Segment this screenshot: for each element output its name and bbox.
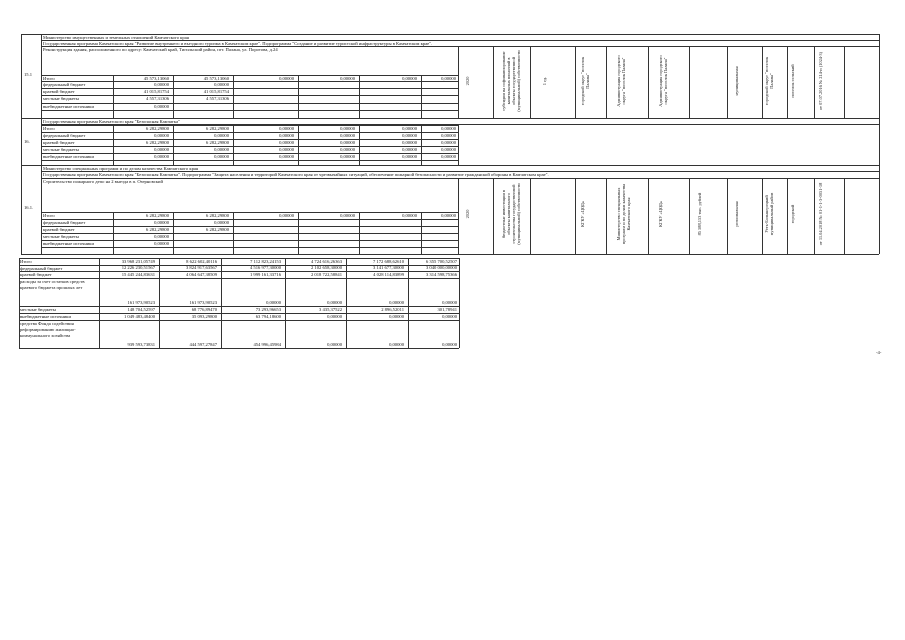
totals-value: 4 516 977,30000	[249, 264, 281, 270]
totals-value: 0,00000	[442, 313, 457, 319]
cell-value: 0,00000	[340, 212, 355, 218]
table-rule	[575, 46, 576, 118]
table-rule	[233, 125, 234, 165]
row-number: 15.1	[24, 72, 33, 77]
cell-value: 0,00000	[279, 146, 294, 152]
cell-value: 41 015,81754	[203, 88, 229, 94]
cell-value: 0,00000	[340, 153, 355, 159]
table-rule	[21, 254, 879, 255]
totals-value: 0,00000	[327, 313, 342, 319]
cell-value: 0,00000	[279, 132, 294, 138]
attribute-text: региональная	[733, 201, 739, 227]
cell-value: 0,00000	[154, 240, 169, 246]
attribute-text: 2020	[464, 209, 470, 219]
table-rule	[41, 233, 458, 234]
cell-value: 0,00000	[154, 81, 169, 87]
cell-value: 41 015,81754	[143, 88, 169, 94]
table-rule	[41, 160, 458, 161]
table-rule	[727, 178, 728, 254]
cell-value: 0,00000	[340, 125, 355, 131]
totals-value: 12 226 230,51567	[121, 264, 155, 270]
table-rule	[233, 75, 234, 118]
table-rule	[41, 178, 879, 179]
totals-value: 301,78941	[437, 306, 457, 312]
totals-value: 15 445 244,83631	[121, 271, 155, 277]
totals-value: 63 794,18600	[255, 313, 281, 319]
table-rule	[689, 46, 690, 118]
table-rule	[844, 46, 845, 118]
totals-label: федеральный бюджет	[20, 266, 63, 271]
cell-value: 0,00000	[441, 139, 456, 145]
table-rule	[787, 46, 788, 118]
page-number: -4-	[876, 350, 882, 355]
cell-value: 45 573,13060	[203, 75, 229, 81]
totals-value: 2 018 722,58841	[310, 271, 342, 277]
row-label: краевой бюджет	[43, 226, 75, 232]
totals-value: 6 355 700,52507	[425, 258, 457, 264]
cell-value: 6 282,29800	[206, 226, 229, 232]
row-label: внебюджетные источники	[43, 103, 94, 109]
totals-value: 33 968 231,05749	[121, 258, 155, 264]
row-label: местные бюджеты	[43, 146, 79, 152]
cell-value: 0,00000	[402, 212, 417, 218]
attribute-text: 2020	[464, 76, 470, 86]
cell-value: 0,00000	[214, 132, 229, 138]
cell-value: 0,00000	[402, 125, 417, 131]
totals-value: 7 172 688,62610	[372, 258, 404, 264]
table-rule	[575, 178, 576, 254]
totals-value: 4 028 114,83899	[373, 271, 404, 277]
attribute-text: городской округ "поселок Палана"	[763, 56, 774, 106]
totals-value: 2 102 658,30000	[310, 264, 342, 270]
totals-value: 2 896,52011	[381, 306, 404, 312]
table-rule	[689, 178, 690, 254]
cell-value: 0,00000	[340, 132, 355, 138]
totals-value: 7 112 823,24153	[250, 258, 281, 264]
totals-value: 3 314 598,75366	[425, 271, 457, 277]
table-rule	[493, 178, 494, 254]
totals-label: внебюджетные источники	[20, 314, 71, 319]
table-rule	[221, 258, 222, 348]
cell-value: 0,00000	[402, 153, 417, 159]
cell-value: 6 282,29800	[206, 212, 229, 218]
cell-value: 0,00000	[154, 153, 169, 159]
cell-value: 0,00000	[154, 146, 169, 152]
table-rule	[648, 46, 649, 118]
totals-label: Итого	[20, 259, 32, 264]
totals-value: 0,00000	[389, 299, 404, 305]
ministry-name: Министерство специальных программ и по делам казачества Камчатского края	[43, 166, 199, 171]
row-label: Итого	[43, 212, 55, 218]
table-rule	[814, 178, 815, 254]
totals-value: 0,00000	[389, 313, 404, 319]
cell-value: 0,00000	[441, 153, 456, 159]
table-rule	[41, 247, 458, 248]
program-name: Государственная программа Камчатского края "Развитие внутреннего и въездного туризма в Камчатском крае". Подпрограмма "Создание и развитие туристской инфраструктуры в Камчатском крае".	[43, 41, 433, 46]
table-rule	[41, 95, 458, 96]
attribute-text: КГКУ «ЦОД»	[657, 201, 663, 227]
attribute-text: муниципальная	[733, 66, 739, 96]
row-label: федеральный бюджет	[43, 132, 86, 138]
table-rule	[762, 178, 763, 254]
cell-value: 0,00000	[402, 146, 417, 152]
table-rule	[41, 240, 458, 241]
totals-value: 35 093,29800	[191, 313, 217, 319]
table-rule	[459, 258, 460, 348]
cell-value: 0,00000	[441, 212, 456, 218]
cell-value: 6 282,29800	[206, 139, 229, 145]
attribute-text: от 11.04.2018 № 01-1-1-3-0051-18	[818, 182, 823, 246]
program-name: Государственная программа Камчатского края "Безопасная Камчатка". Подпрограмма "Защита населения и территорий Камчатского края от чрезвычайных ситуаций, обеспечение пожарной безопасности и развитие гражданской обороны в Камчатском крае".	[43, 172, 549, 177]
table-rule	[458, 46, 459, 118]
cell-value: 45 573,13060	[143, 75, 169, 81]
cell-value: 0,00000	[441, 146, 456, 152]
table-rule	[879, 165, 880, 254]
row-label: федеральный бюджет	[43, 219, 86, 225]
totals-value: 939 593,73831	[127, 341, 155, 347]
table-rule	[21, 34, 22, 118]
row-label: Итого	[43, 75, 55, 81]
cell-value: 6 282,29800	[146, 125, 169, 131]
cell-value: 0,00000	[154, 233, 169, 239]
totals-value: 454 996,45984	[253, 341, 281, 347]
row-number: 16.1.	[24, 205, 34, 210]
cell-value: 0,00000	[279, 153, 294, 159]
cell-value: 4 557,31306	[206, 95, 229, 101]
totals-value: 3 141 677,30000	[372, 264, 404, 270]
row-label: федеральный бюджет	[43, 81, 86, 87]
cell-value: 6 282,29800	[206, 125, 229, 131]
totals-value: 0,00000	[327, 299, 342, 305]
cell-value: 6 282,29800	[146, 212, 169, 218]
totals-value: 444 597,27847	[189, 341, 217, 347]
totals-value: 0,00000	[389, 341, 404, 347]
table-rule	[41, 34, 42, 118]
table-rule	[458, 178, 459, 254]
cell-value: 0,00000	[340, 146, 355, 152]
table-rule	[606, 178, 607, 254]
table-rule	[787, 178, 788, 254]
totals-value: 8 622 602,40116	[186, 258, 217, 264]
cell-value: 0,00000	[279, 125, 294, 131]
cell-value: 0,00000	[214, 219, 229, 225]
totals-value: 73 293,96653	[255, 306, 281, 312]
totals-value: 161 973,90523	[127, 299, 155, 305]
table-rule	[530, 178, 531, 254]
totals-value: 68 776,89470	[191, 306, 217, 312]
cell-value: 0,00000	[441, 75, 456, 81]
totals-label: краевой бюджет	[20, 272, 52, 277]
cell-value: 0,00000	[154, 132, 169, 138]
totals-value: 4 064 647,38509	[185, 271, 217, 277]
row-label: Итого	[43, 125, 55, 131]
table-rule	[41, 226, 458, 227]
table-rule	[844, 178, 845, 254]
table-rule	[41, 110, 458, 111]
totals-value: 0,00000	[442, 299, 457, 305]
table-rule	[21, 118, 22, 165]
totals-value: 1 999 161,33716	[249, 271, 281, 277]
ministry-name: Министерство имущественных и земельных отношений Камчатского края	[43, 35, 189, 40]
totals-value: 4 724 616,26363	[310, 258, 342, 264]
row-label: местные бюджеты	[43, 95, 79, 101]
table-rule	[21, 165, 22, 254]
totals-label: местные бюджеты	[20, 307, 56, 312]
cell-value: 0,00000	[279, 212, 294, 218]
cell-value: 0,00000	[340, 75, 355, 81]
attribute-text: КГКУ «ЦОД»	[579, 201, 585, 227]
attribute-text: Усть-Большерецкий муниципальный район	[763, 192, 774, 236]
cell-value: 4 557,31306	[146, 95, 169, 101]
table-rule	[530, 46, 531, 118]
attribute-text: городской	[789, 204, 795, 224]
cell-value: 0,00000	[340, 139, 355, 145]
totals-value: 3 435,37522	[319, 306, 342, 312]
table-rule	[648, 178, 649, 254]
attribute-text: городской округ "поселок Палана"	[579, 56, 590, 106]
attribute-text: 1 ед.	[541, 76, 547, 86]
cell-value: 6 282,29800	[146, 226, 169, 232]
cell-value: 0,00000	[214, 146, 229, 152]
program-name: Государственная программа Камчатского края "Безопасная Камчатка"	[43, 119, 180, 124]
totals-value: 3 824 917,63567	[185, 264, 217, 270]
cell-value: 0,00000	[214, 81, 229, 87]
attribute-text: Администрация городского округа "поселок Палана"	[616, 55, 626, 107]
object-name: Реконструкция здания, расположенного по адресу: Камчатский край, Тигильский район, пгт. Палана, ул. Поротова, д.24	[43, 47, 278, 52]
table-rule	[606, 46, 607, 118]
object-name: Строительство пожарного депо на 2 выезда в п. Озерновский	[43, 179, 163, 184]
totals-value: 0,00000	[327, 341, 342, 347]
cell-value: 0,00000	[402, 132, 417, 138]
table-rule	[814, 46, 815, 118]
cell-value: 0,00000	[402, 75, 417, 81]
cell-value: 0,00000	[402, 139, 417, 145]
cell-value: 0,00000	[441, 125, 456, 131]
totals-value: 1 049 483,48400	[123, 313, 155, 319]
attribute-text: Администрация городского округа "поселок Палана"	[657, 55, 668, 107]
row-label: краевой бюджет	[43, 88, 75, 94]
table-rule	[41, 103, 458, 104]
row-label: краевой бюджет	[43, 139, 75, 145]
cell-value: 0,00000	[279, 139, 294, 145]
totals-value: 161 973,90523	[189, 299, 217, 305]
totals-value: 0,00000	[442, 341, 457, 347]
table-rule	[458, 125, 459, 165]
totals-value: 3 040 000,00000	[425, 264, 457, 270]
attribute-text: 85 588,153 тыс. рублей	[697, 192, 702, 236]
attribute-text: бюджетные инвестиции в объекты капитального строительства государственной (муниципальной) собственности	[500, 183, 521, 245]
row-label: внебюджетные источники	[43, 240, 94, 246]
table-rule	[879, 34, 880, 118]
cell-value: 0,00000	[214, 153, 229, 159]
cell-value: 6 282,29800	[146, 139, 169, 145]
table-rule	[762, 46, 763, 118]
totals-label: средства Фонда содействия реформированию жилищно-коммунального хозяйства	[20, 321, 76, 338]
totals-value: 0,00000	[266, 299, 281, 305]
cell-value: 0,00000	[441, 132, 456, 138]
attribute-text: Министерство специальных программ и по делам казачества Камчатского края	[616, 183, 631, 245]
table-rule	[41, 219, 458, 220]
attribute-text: субсидии на софинансирование капитальных вложений в объекты государственной (муниципальной) собственности	[500, 50, 521, 112]
table-rule	[727, 46, 728, 118]
table-rule	[879, 118, 880, 165]
table-rule	[233, 212, 234, 254]
row-number: 16.	[24, 139, 30, 144]
cell-value: 0,00000	[154, 219, 169, 225]
table-rule	[41, 88, 458, 89]
table-rule	[19, 348, 459, 349]
cell-value: 0,00000	[154, 103, 169, 109]
attribute-text: поселок сельский	[789, 64, 795, 98]
row-label: внебюджетные источники	[43, 153, 94, 159]
attribute-text: от 07.07.2016 № 214-п (1024-3)	[818, 51, 823, 111]
cell-value: 0,00000	[279, 75, 294, 81]
row-label: местные бюджеты	[43, 233, 79, 239]
totals-value: 148 704,52597	[127, 306, 155, 312]
totals-label: расходы за счет остатков средств краевого бюджета прошлых лет	[20, 279, 85, 290]
table-rule	[493, 46, 494, 118]
